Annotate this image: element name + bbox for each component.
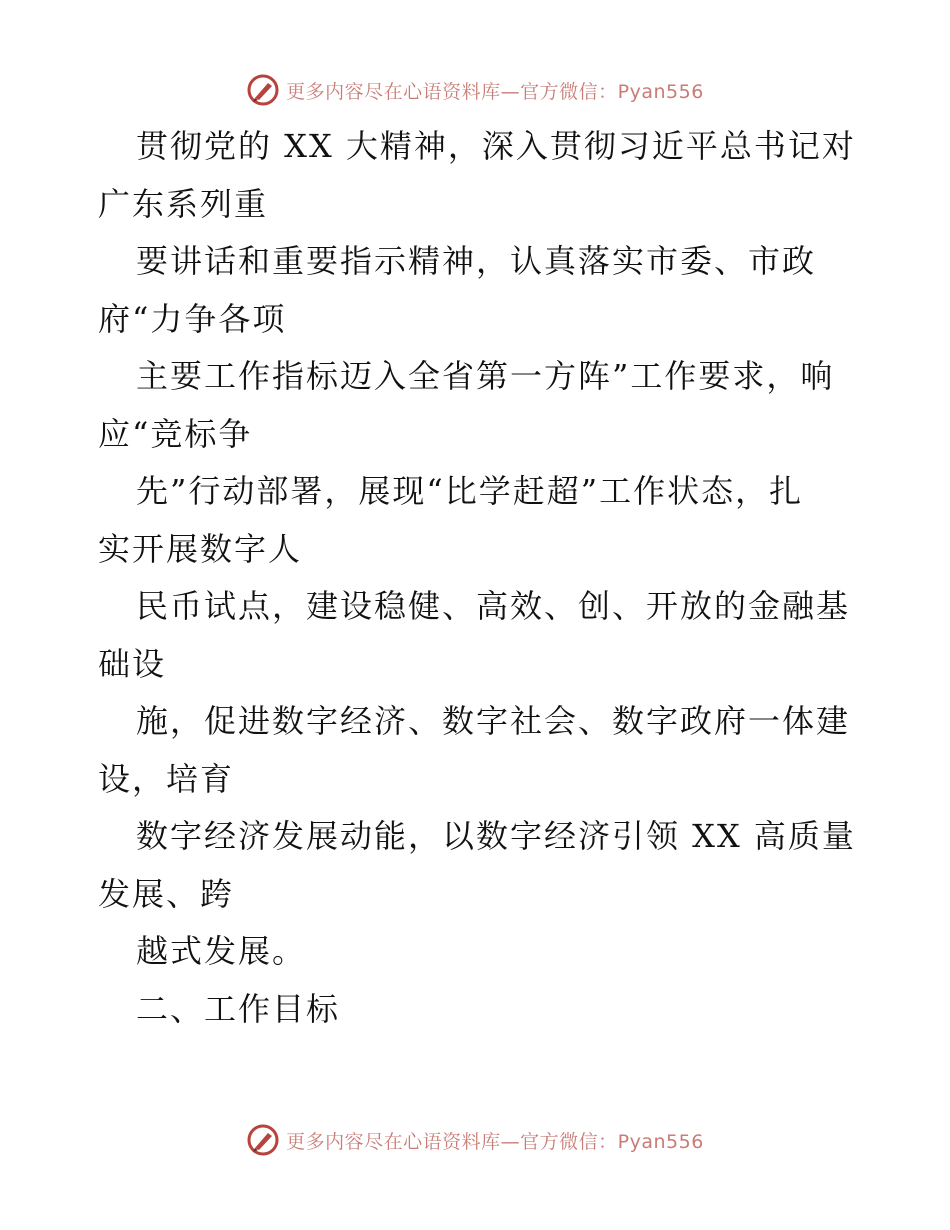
text-line: 要讲话和重要指示精神，认真落实市委、市政 [136,242,817,280]
pen-logo-icon [246,1123,280,1157]
text-line: 贯彻党的 XX 大精神，深入贯彻习近平总书记对 [136,127,856,165]
text-line: 越式发展。 [136,932,307,970]
text-line: 府“力争各项 [98,299,287,338]
header-watermark [0,70,950,110]
watermark-text: 更多内容尽在心语资料库—官方微信：Pyan556 [286,1130,704,1153]
text-line: 广东系列重 [98,184,269,223]
text-line: 民币试点，建设稳健、高效、创、开放的金融基 [136,587,851,625]
pen-logo-icon [246,73,280,107]
text-line: 实开展数字人 [98,529,303,568]
text-line: 数字经济发展动能，以数字经济引领 XX 高质量 [136,817,856,855]
document-body [98,118,858,1038]
text-line: 础设 [98,644,167,683]
text-line: 主要工作指标迈入全省第一方阵”工作要求，响 [136,357,835,395]
text-line: 施，促进数字经济、数字社会、数字政府一体建 [136,702,851,740]
watermark-text: 更多内容尽在心语资料库—官方微信：Pyan556 [286,80,704,103]
footer-watermark [0,1120,950,1160]
text-line: 发展、跨 [98,874,235,913]
text-line: 应“竞标争 [98,414,253,453]
text-line: 二、工作目标 [136,989,341,1028]
text-line: 设，培育 [98,759,235,798]
text-line: 先”行动部署，展现“比学赶超”工作状态，扎 [136,472,804,510]
